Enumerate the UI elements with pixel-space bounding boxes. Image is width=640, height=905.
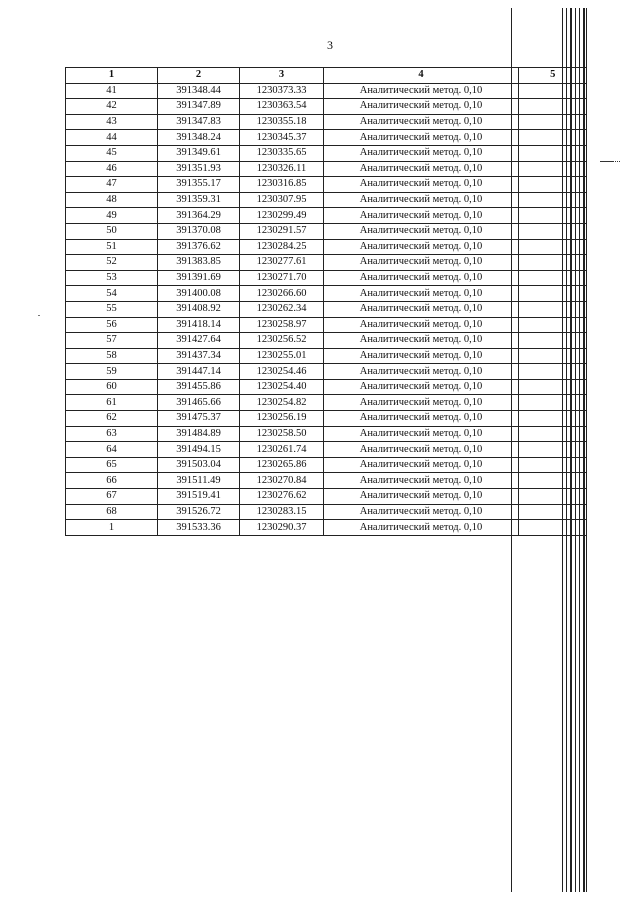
table-cell-col-5 — [519, 223, 587, 239]
table-cell-col-2: 391511.49 — [158, 473, 240, 489]
table-row — [66, 192, 587, 208]
table-row — [66, 177, 587, 193]
table-cell-col-3: 1230256.19 — [240, 411, 324, 427]
table-cell-col-5 — [519, 130, 587, 146]
table-cell-col-2: 391347.83 — [158, 114, 240, 130]
table-cell-col-1: 42 — [66, 99, 158, 115]
table-cell-col-4: Аналитический метод. 0,10 — [324, 442, 519, 458]
scan-speck — [38, 315, 40, 316]
table-cell-col-1: 45 — [66, 145, 158, 161]
table-row — [66, 489, 587, 505]
table-cell-col-2: 391376.62 — [158, 239, 240, 255]
table-cell-col-3: 1230261.74 — [240, 442, 324, 458]
table-cell-col-3: 1230284.25 — [240, 239, 324, 255]
table-cell-col-5 — [519, 411, 587, 427]
table-cell-col-4: Аналитический метод. 0,10 — [324, 395, 519, 411]
table-cell-col-1: 47 — [66, 177, 158, 193]
table-cell-col-1: 67 — [66, 489, 158, 505]
table-cell-col-5 — [519, 426, 587, 442]
table-cell-col-5 — [519, 333, 587, 349]
binding-line — [575, 8, 576, 892]
binding-line — [586, 8, 587, 892]
table-cell-col-3: 1230373.33 — [240, 83, 324, 99]
table-cell-col-1: 55 — [66, 301, 158, 317]
table-row — [66, 99, 587, 115]
table-cell-col-4: Аналитический метод. 0,10 — [324, 223, 519, 239]
table-cell-col-4: Аналитический метод. 0,10 — [324, 239, 519, 255]
table-row — [66, 504, 587, 520]
table-row — [66, 317, 587, 333]
table-cell-col-1: 51 — [66, 239, 158, 255]
table-cell-col-1: 64 — [66, 442, 158, 458]
table-cell-col-4: Аналитический метод. 0,10 — [324, 411, 519, 427]
table-cell-col-4: Аналитический метод. 0,10 — [324, 473, 519, 489]
table-cell-col-1: 1 — [66, 520, 158, 536]
table-cell-col-3: 1230255.01 — [240, 348, 324, 364]
table-cell-col-2: 391383.85 — [158, 255, 240, 271]
table-cell-col-1: 54 — [66, 286, 158, 302]
table-cell-col-4: Аналитический метод. 0,10 — [324, 130, 519, 146]
table-cell-col-3: 1230307.95 — [240, 192, 324, 208]
table-cell-col-3: 1230290.37 — [240, 520, 324, 536]
table-cell-col-5 — [519, 457, 587, 473]
table-cell-col-2: 391465.66 — [158, 395, 240, 411]
table-cell-col-4: Аналитический метод. 0,10 — [324, 426, 519, 442]
table-cell-col-4: Аналитический метод. 0,10 — [324, 333, 519, 349]
table-cell-col-4: Аналитический метод. 0,10 — [324, 364, 519, 380]
binding-line — [579, 8, 580, 892]
table-cell-col-3: 1230256.52 — [240, 333, 324, 349]
table-cell-col-3: 1230291.57 — [240, 223, 324, 239]
table-row — [66, 379, 587, 395]
binding-line — [583, 8, 585, 892]
table-cell-col-2: 391391.69 — [158, 270, 240, 286]
table-cell-col-2: 391418.14 — [158, 317, 240, 333]
table-cell-col-3: 1230271.70 — [240, 270, 324, 286]
table-row — [66, 270, 587, 286]
table-cell-col-4: Аналитический метод. 0,10 — [324, 255, 519, 271]
table-cell-col-2: 391494.15 — [158, 442, 240, 458]
table-cell-col-5 — [519, 379, 587, 395]
table-cell-col-3: 1230283.15 — [240, 504, 324, 520]
table-cell-col-1: 49 — [66, 208, 158, 224]
table-row — [66, 208, 587, 224]
table-cell-col-5 — [519, 442, 587, 458]
table-row — [66, 364, 587, 380]
table-header-row — [66, 68, 587, 84]
table-cell-col-5 — [519, 348, 587, 364]
table-cell-col-3: 1230363.54 — [240, 99, 324, 115]
table-cell-col-2: 391427.64 — [158, 333, 240, 349]
table-cell-col-3: 1230335.65 — [240, 145, 324, 161]
table-cell-col-3: 1230254.40 — [240, 379, 324, 395]
table-cell-col-2: 391519.41 — [158, 489, 240, 505]
coordinates-table — [65, 67, 587, 536]
table-row — [66, 411, 587, 427]
table-cell-col-4: Аналитический метод. 0,10 — [324, 270, 519, 286]
table-cell-col-1: 66 — [66, 473, 158, 489]
table-cell-col-1: 59 — [66, 364, 158, 380]
table-cell-col-3: 1230316.85 — [240, 177, 324, 193]
table-cell-col-3: 1230265.86 — [240, 457, 324, 473]
table-row — [66, 114, 587, 130]
table-cell-col-1: 63 — [66, 426, 158, 442]
table-cell-col-3: 1230254.82 — [240, 395, 324, 411]
table-cell-col-2: 391503.04 — [158, 457, 240, 473]
table-cell-col-3: 1230258.97 — [240, 317, 324, 333]
table-cell-col-2: 391484.89 — [158, 426, 240, 442]
table-row — [66, 457, 587, 473]
table-cell-col-4: Аналитический метод. 0,10 — [324, 161, 519, 177]
table-cell-col-4: Аналитический метод. 0,10 — [324, 114, 519, 130]
table-cell-col-2: 391475.37 — [158, 411, 240, 427]
table-cell-col-5 — [519, 114, 587, 130]
table-row — [66, 395, 587, 411]
table-cell-col-5 — [519, 473, 587, 489]
table-row — [66, 145, 587, 161]
table-cell-col-5 — [519, 83, 587, 99]
header-col-2: 2 — [158, 68, 240, 84]
table-cell-col-1: 61 — [66, 395, 158, 411]
header-col-3: 3 — [240, 68, 324, 84]
table-row — [66, 442, 587, 458]
table-row — [66, 301, 587, 317]
header-col-1: 1 — [66, 68, 158, 84]
table-cell-col-5 — [519, 192, 587, 208]
table-cell-col-2: 391348.24 — [158, 130, 240, 146]
table-row — [66, 520, 587, 536]
table-cell-col-2: 391437.34 — [158, 348, 240, 364]
table-row — [66, 473, 587, 489]
table-cell-col-5 — [519, 208, 587, 224]
table-cell-col-3: 1230258.50 — [240, 426, 324, 442]
binding-line — [562, 8, 563, 892]
table-cell-col-3: 1230266.60 — [240, 286, 324, 302]
header-col-4: 4 — [324, 68, 519, 84]
table-cell-col-4: Аналитический метод. 0,10 — [324, 489, 519, 505]
binding-line — [566, 8, 567, 892]
table-cell-col-5 — [519, 270, 587, 286]
edge-tick — [600, 161, 612, 162]
table-row — [66, 286, 587, 302]
table-cell-col-4: Аналитический метод. 0,10 — [324, 379, 519, 395]
table-cell-col-5 — [519, 161, 587, 177]
header-col-5: 5 — [519, 68, 587, 84]
table-cell-col-1: 68 — [66, 504, 158, 520]
table-cell-col-1: 46 — [66, 161, 158, 177]
table-cell-col-2: 391408.92 — [158, 301, 240, 317]
table-cell-col-5 — [519, 520, 587, 536]
table-row — [66, 83, 587, 99]
table-cell-col-2: 391355.17 — [158, 177, 240, 193]
table-cell-col-4: Аналитический метод. 0,10 — [324, 177, 519, 193]
table-cell-col-1: 58 — [66, 348, 158, 364]
table-cell-col-5 — [519, 364, 587, 380]
table-cell-col-5 — [519, 286, 587, 302]
edge-tick — [612, 161, 620, 162]
table-cell-col-4: Аналитический метод. 0,10 — [324, 301, 519, 317]
table-cell-col-1: 56 — [66, 317, 158, 333]
page-number: 3 — [327, 38, 333, 52]
table-cell-col-2: 391349.61 — [158, 145, 240, 161]
table-cell-col-4: Аналитический метод. 0,10 — [324, 192, 519, 208]
table-cell-col-5 — [519, 99, 587, 115]
table-cell-col-3: 1230254.46 — [240, 364, 324, 380]
table-cell-col-1: 43 — [66, 114, 158, 130]
table-cell-col-3: 1230277.61 — [240, 255, 324, 271]
table-cell-col-5 — [519, 489, 587, 505]
table-body — [66, 83, 587, 535]
table-row — [66, 239, 587, 255]
table-cell-col-3: 1230326.11 — [240, 161, 324, 177]
table-cell-col-5 — [519, 255, 587, 271]
table-cell-col-3: 1230355.18 — [240, 114, 324, 130]
table-cell-col-2: 391364.29 — [158, 208, 240, 224]
table-cell-col-4: Аналитический метод. 0,10 — [324, 317, 519, 333]
table-cell-col-5 — [519, 395, 587, 411]
table-row — [66, 255, 587, 271]
table-cell-col-4: Аналитический метод. 0,10 — [324, 504, 519, 520]
table-cell-col-2: 391447.14 — [158, 364, 240, 380]
table-cell-col-3: 1230276.62 — [240, 489, 324, 505]
table-cell-col-4: Аналитический метод. 0,10 — [324, 99, 519, 115]
table-row — [66, 130, 587, 146]
table-cell-col-5 — [519, 239, 587, 255]
table-cell-col-4: Аналитический метод. 0,10 — [324, 83, 519, 99]
table-cell-col-5 — [519, 145, 587, 161]
table-cell-col-5 — [519, 177, 587, 193]
binding-line — [511, 8, 512, 892]
table-cell-col-1: 52 — [66, 255, 158, 271]
table-cell-col-2: 391533.36 — [158, 520, 240, 536]
table-cell-col-2: 391351.93 — [158, 161, 240, 177]
table-cell-col-1: 50 — [66, 223, 158, 239]
table-row — [66, 161, 587, 177]
table-cell-col-3: 1230345.37 — [240, 130, 324, 146]
binding-line — [570, 8, 572, 892]
table-cell-col-2: 391370.08 — [158, 223, 240, 239]
table-cell-col-4: Аналитический метод. 0,10 — [324, 208, 519, 224]
table-cell-col-2: 391400.08 — [158, 286, 240, 302]
table-cell-col-2: 391526.72 — [158, 504, 240, 520]
table-row — [66, 223, 587, 239]
table-cell-col-3: 1230299.49 — [240, 208, 324, 224]
table-row — [66, 426, 587, 442]
table-cell-col-2: 391347.89 — [158, 99, 240, 115]
table-cell-col-3: 1230262.34 — [240, 301, 324, 317]
table-cell-col-1: 57 — [66, 333, 158, 349]
table-cell-col-5 — [519, 317, 587, 333]
table-cell-col-4: Аналитический метод. 0,10 — [324, 145, 519, 161]
table-cell-col-2: 391359.31 — [158, 192, 240, 208]
table-cell-col-5 — [519, 301, 587, 317]
table-cell-col-1: 65 — [66, 457, 158, 473]
table-row — [66, 348, 587, 364]
table-cell-col-1: 48 — [66, 192, 158, 208]
table-cell-col-4: Аналитический метод. 0,10 — [324, 348, 519, 364]
table-cell-col-4: Аналитический метод. 0,10 — [324, 457, 519, 473]
table-cell-col-3: 1230270.84 — [240, 473, 324, 489]
table-cell-col-5 — [519, 504, 587, 520]
table-cell-col-1: 62 — [66, 411, 158, 427]
table-cell-col-4: Аналитический метод. 0,10 — [324, 520, 519, 536]
table-cell-col-1: 44 — [66, 130, 158, 146]
table-row — [66, 333, 587, 349]
table-cell-col-1: 41 — [66, 83, 158, 99]
table-cell-col-2: 391348.44 — [158, 83, 240, 99]
table-cell-col-4: Аналитический метод. 0,10 — [324, 286, 519, 302]
table-cell-col-1: 60 — [66, 379, 158, 395]
table-cell-col-2: 391455.86 — [158, 379, 240, 395]
table-cell-col-1: 53 — [66, 270, 158, 286]
